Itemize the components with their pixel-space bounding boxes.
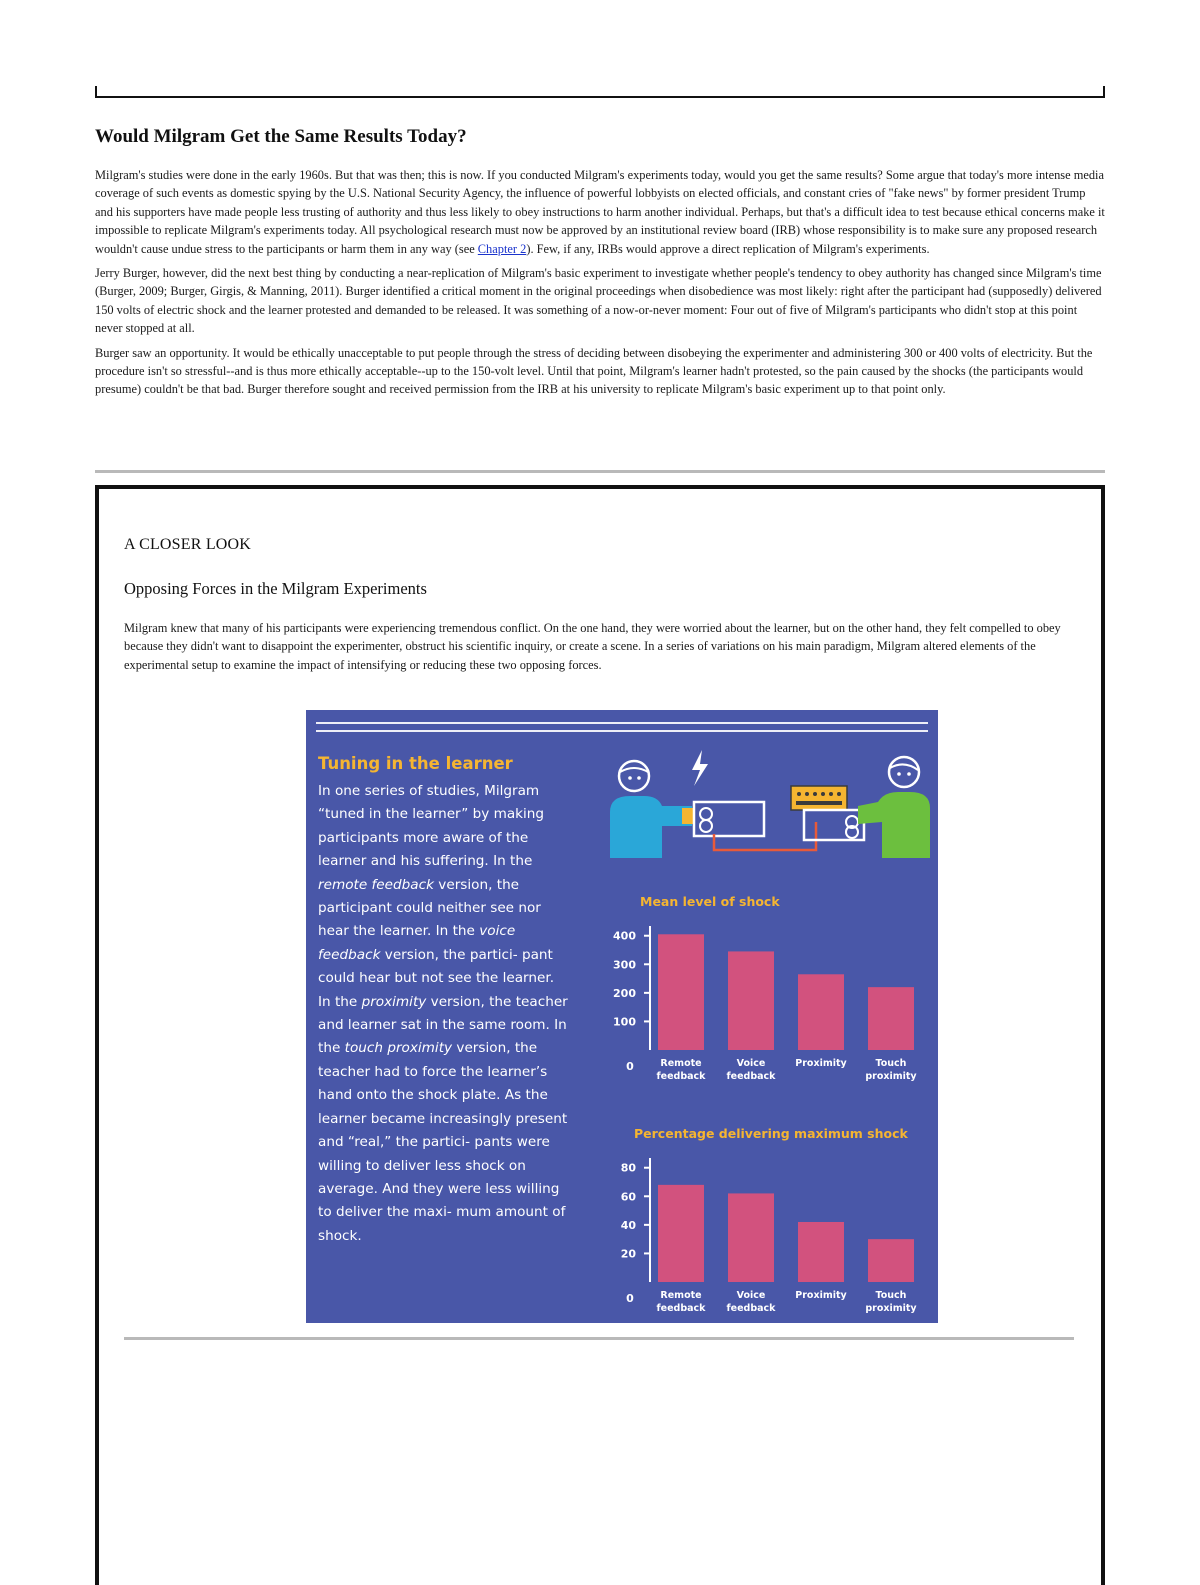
- lightning-icon: [692, 750, 708, 786]
- figure-tuning-in-the-learner: [306, 710, 938, 1323]
- x-category-label: proximity: [865, 1071, 917, 1082]
- figure-text-run: In one series of studies, Milgram “tuned in the learner” by making participants more aware of the learner and his suffering. In the: [318, 783, 545, 870]
- x-category-label: Voice: [736, 1058, 766, 1069]
- box-title: Opposing Forces in the Milgram Experiments: [124, 579, 427, 598]
- bar-touch-proximity: [868, 1239, 914, 1282]
- bar-remote-feedback: [658, 1185, 704, 1282]
- bar-proximity: [798, 974, 844, 1050]
- figure-text-run: version, the teacher and learner sat in the same room. In the: [318, 993, 568, 1057]
- bar-proximity: [798, 1222, 844, 1282]
- y-tick-label: 60: [620, 1190, 636, 1204]
- figure-text: [318, 780, 568, 1248]
- bar-voice-feedback: [728, 1193, 774, 1282]
- box-bottom-divider: [124, 1337, 1074, 1340]
- x-category-label: Touch: [875, 1058, 907, 1069]
- figure-stripe-top: [316, 722, 928, 724]
- paragraph-1-end: ). Few, if any, IRBs would approve a direct replication of Milgram's experiments.: [526, 241, 930, 256]
- figure-text-italic: proximity: [361, 993, 427, 1010]
- y-tick-label: 20: [620, 1247, 636, 1261]
- teacher-figure: [610, 761, 694, 858]
- y-tick-label: 400: [613, 929, 636, 943]
- x-category-label: feedback: [656, 1303, 706, 1314]
- x-category-label: Touch: [875, 1290, 907, 1301]
- top-rule: [95, 86, 1105, 98]
- article-section: [95, 126, 1105, 405]
- x-category-label: Remote: [660, 1058, 702, 1069]
- figure-text-italic: touch proximity: [344, 1040, 453, 1057]
- paragraph-2: Jerry Burger, however, did the next best thing by conducting a near-replication of Milgram's basic experiment to investigate whether people's tendency to obey authority has changed since Milgram's time (Burger, 2009; Burger, Girgis, & Manning, 2011). Burger identified a critical moment in the original proceedings when disobedience was most likely: right after the participant had (supposedly) delivered 150 volts of electric shock and the learner protested and demanded to be released. It was something of a now-or-never moment: Four out of five of Milgram's participants who didn't stop at this point never stopped at all.: [95, 266, 1102, 336]
- x-category-label: Voice: [736, 1290, 766, 1301]
- x-category-label: proximity: [865, 1303, 917, 1314]
- y-tick-label: 40: [620, 1218, 636, 1232]
- x-category-label: feedback: [726, 1071, 776, 1082]
- learner-console: [804, 810, 864, 840]
- paragraph-1: [95, 166, 1105, 258]
- figure-text-run: version, the teacher had to force the learner’s hand onto the shock plate. As the learner became increasingly present and “real,” the partici- pants were willing to deliver less shock on average. And they were less willing to deliver the maxi- mum amount of shock.: [318, 1040, 568, 1244]
- y-tick-label: 0: [626, 1060, 634, 1073]
- figure-stripe-bottom: [316, 730, 928, 732]
- y-tick-label: 80: [620, 1161, 636, 1175]
- paragraph-3: Burger saw an opportunity. It would be ethically unacceptable to put people through the stress of deciding between disobeying the experimenter and administering 300 or 400 volts of electricity. But the procedure isn't so stressful--and is thus more ethically acceptable--up to the 150-volt level. Until that point, Milgram's learner hadn't protested, so the pain caused by the shocks (the participants would presume) couldn't be that bad. Burger therefore sought and received permission from the IRB at his university to replicate Milgram's basic experiment up to that point only.: [95, 345, 1093, 397]
- bar-remote-feedback: [658, 934, 704, 1050]
- section-title: Would Milgram Get the Same Results Today?: [95, 126, 467, 147]
- chart-mean-level-of-shock: [596, 918, 932, 1088]
- figure-text-run: version, the participant could neither see nor hear the learner. In the: [318, 876, 541, 940]
- paragraph-1-text: Milgram's studies were done in the early 1960s. But that was then; this is now. If you conducted Milgram's experiments today, would you get the same results? Some argue that today's more intense media coverage of such events as domestic spying by the U.S. National Security Agency, the influence of powerful lobbyists on elected officials, and constant cries of "fake news" by former president Trump and his supporters have made people less trusting of authority and thus less likely to obey instructions to harm another individual. Perhaps, but that's a difficult idea to test because ethical concerns make it impossible to replicate Milgram's experiments today. All psychological research must now be approved by an institutional review board (IRB) whose responsibility is to make sure any proposed research wouldn't cause undue stress to the participants or harm them in any way (see: [95, 168, 1105, 256]
- figure-text-run: version, the partici- pant could hear but not see the learner. In the: [318, 946, 555, 1010]
- chapter-2-link[interactable]: Chapter 2: [477, 241, 527, 256]
- figure-heading: Tuning in the learner: [318, 754, 513, 773]
- section-divider: [95, 470, 1105, 473]
- bar-touch-proximity: [868, 987, 914, 1050]
- teacher-learner-illustration: [606, 746, 936, 866]
- y-tick-label: 0: [626, 1292, 634, 1305]
- chart-title-max-shock: Percentage delivering maximum shock: [634, 1126, 908, 1141]
- figure-text-italic: voice feedback: [318, 923, 516, 963]
- x-category-label: Proximity: [795, 1290, 847, 1301]
- chart-title-mean-shock: Mean level of shock: [640, 894, 780, 909]
- y-tick-label: 300: [613, 958, 636, 972]
- y-tick-label: 200: [613, 986, 636, 1000]
- box-body: Milgram knew that many of his participants were experiencing tremendous conflict. On the one hand, they were worried about the learner, but on the other hand, they felt compelled to obey because they didn't want to disappoint the experimenter, obstruct his scientific inquiry, or create a scene. In a series of variations on his main paradigm, Milgram altered elements of the experimental setup to examine the impact of intensifying or reducing these two opposing forces.: [124, 621, 1061, 672]
- x-category-label: feedback: [726, 1303, 776, 1314]
- x-category-label: Remote: [660, 1290, 702, 1301]
- figure-text-italic: remote feedback: [318, 876, 434, 893]
- bar-voice-feedback: [728, 951, 774, 1050]
- box-eyebrow: A CLOSER LOOK: [124, 536, 252, 553]
- learner-figure: [858, 757, 930, 858]
- y-tick-label: 100: [613, 1015, 636, 1029]
- x-category-label: feedback: [656, 1071, 706, 1082]
- x-category-label: Proximity: [795, 1058, 847, 1069]
- shock-generator: [791, 786, 847, 810]
- chart-percentage-max-shock: [596, 1150, 932, 1320]
